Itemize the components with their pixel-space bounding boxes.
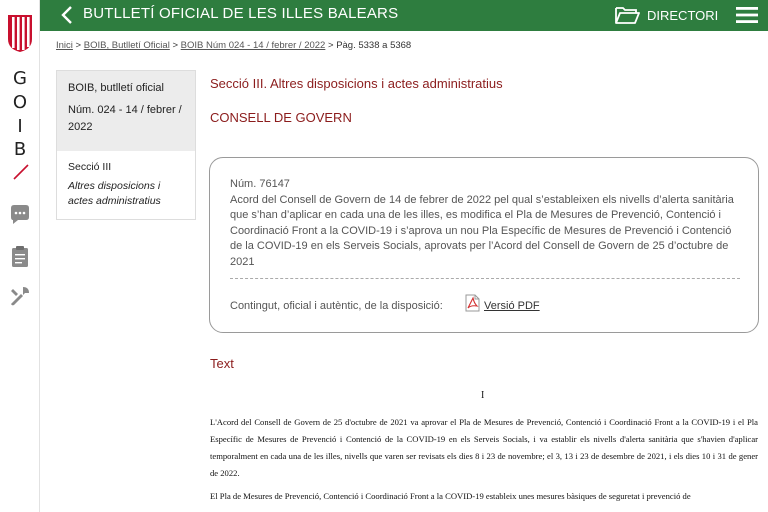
breadcrumb-separator: > <box>172 40 179 51</box>
brand-letter-b: B <box>13 139 27 160</box>
section-info <box>57 151 195 208</box>
roman-numeral: I <box>481 390 485 401</box>
folder-icon[interactable] <box>614 3 640 27</box>
document-description: Acord del Consell de Govern de 14 de febrer de 2022 pel qual s’estableixen els nivells d’alerta sanitària que s’han d’aplicar en cada una de les illes, es modifica el Pla de Mesures de Prevenció, Contenció i Coordinació Front a la COVID-19 i s’aprova un nou Pla Específic de Mesures de Prevenció i Contenció de la COVID-19 en els Serveis Socials, aprovats per l’Acord del Consell de Govern de 25 d’octubre de 2021 <box>230 194 734 268</box>
section-label: Secció III <box>68 161 112 173</box>
section-description: Altres disposicions i actes administratius <box>68 180 161 207</box>
breadcrumb <box>56 40 411 51</box>
breadcrumb-boib-link[interactable]: BOIB, Butlletí Oficial <box>83 40 170 51</box>
breadcrumb-issue-link[interactable]: BOIB Núm 024 - 14 / febrer / 2022 <box>180 40 326 51</box>
divider <box>230 278 740 279</box>
bulletin-info <box>57 71 195 151</box>
section-heading: Secció III. Altres disposicions i actes administratius <box>210 76 503 91</box>
bulletin-number: Núm. 024 - 14 / febrer / 2022 <box>68 104 182 134</box>
breadcrumb-home-link[interactable]: Inici <box>56 40 73 51</box>
page-title[interactable]: BUTLLETÍ OFICIAL DE LES ILLES BALEARS <box>83 5 399 22</box>
body-paragraph: L'Acord del Consell de Govern de 25 d'octubre de 2021 va aprovar el Pla de Mesures de Prevenció, Contenció i Coordinació Front a la COVID-19 i el Pla Específic de Mesures de Prevenció i Contenció de la COVID-19 en els Serveis Socials, i va establir els nivells d'alerta sanitària que s'havien d'aplicar temporalment en cada una de les illes, nivells que varen ser revisats els dies 8 i 23 de novembre; el 3, 13 i 23 de desembre de 2021, i els dies 10 i 31 de gener de 2022. <box>210 417 758 479</box>
organ-heading: CONSELL DE GOVERN <box>210 110 352 125</box>
chevron-left-icon[interactable] <box>60 4 74 26</box>
brand-letter-g: G <box>13 68 27 89</box>
chat-icon[interactable] <box>9 204 31 226</box>
bulletin-title: BOIB, butlletí oficial <box>68 82 164 94</box>
brand-letter-i: I <box>17 116 23 137</box>
breadcrumb-current: Pàg. 5338 a 5368 <box>336 40 412 51</box>
tools-icon[interactable] <box>9 285 31 307</box>
directory-button[interactable]: DIRECTORI <box>647 8 719 23</box>
clipboard-icon[interactable] <box>9 245 31 267</box>
bulletin-side-panel <box>56 70 196 220</box>
left-rail <box>0 0 40 512</box>
top-bar <box>40 0 768 31</box>
body-paragraph: El Pla de Mesures de Prevenció, Contenció i Coordinació Front a la COVID-19 estableix unes mesures bàsiques de seguretat i prevenció de <box>210 491 691 501</box>
breadcrumb-separator: > <box>75 40 82 51</box>
brand-letter-o: O <box>12 92 28 113</box>
hamburger-menu-icon[interactable] <box>736 6 758 24</box>
brand-slash <box>12 164 30 180</box>
document-number: Núm. 76147 <box>230 178 290 190</box>
breadcrumb-separator: > <box>327 40 334 51</box>
document-summary-box <box>209 157 759 333</box>
pdf-file-icon[interactable] <box>464 294 480 312</box>
pdf-version-link[interactable]: Versió PDF <box>484 300 540 312</box>
content-label: Contingut, oficial i autèntic, de la disposició: <box>230 300 443 312</box>
crest-icon[interactable] <box>7 13 33 53</box>
text-heading: Text <box>210 356 234 371</box>
